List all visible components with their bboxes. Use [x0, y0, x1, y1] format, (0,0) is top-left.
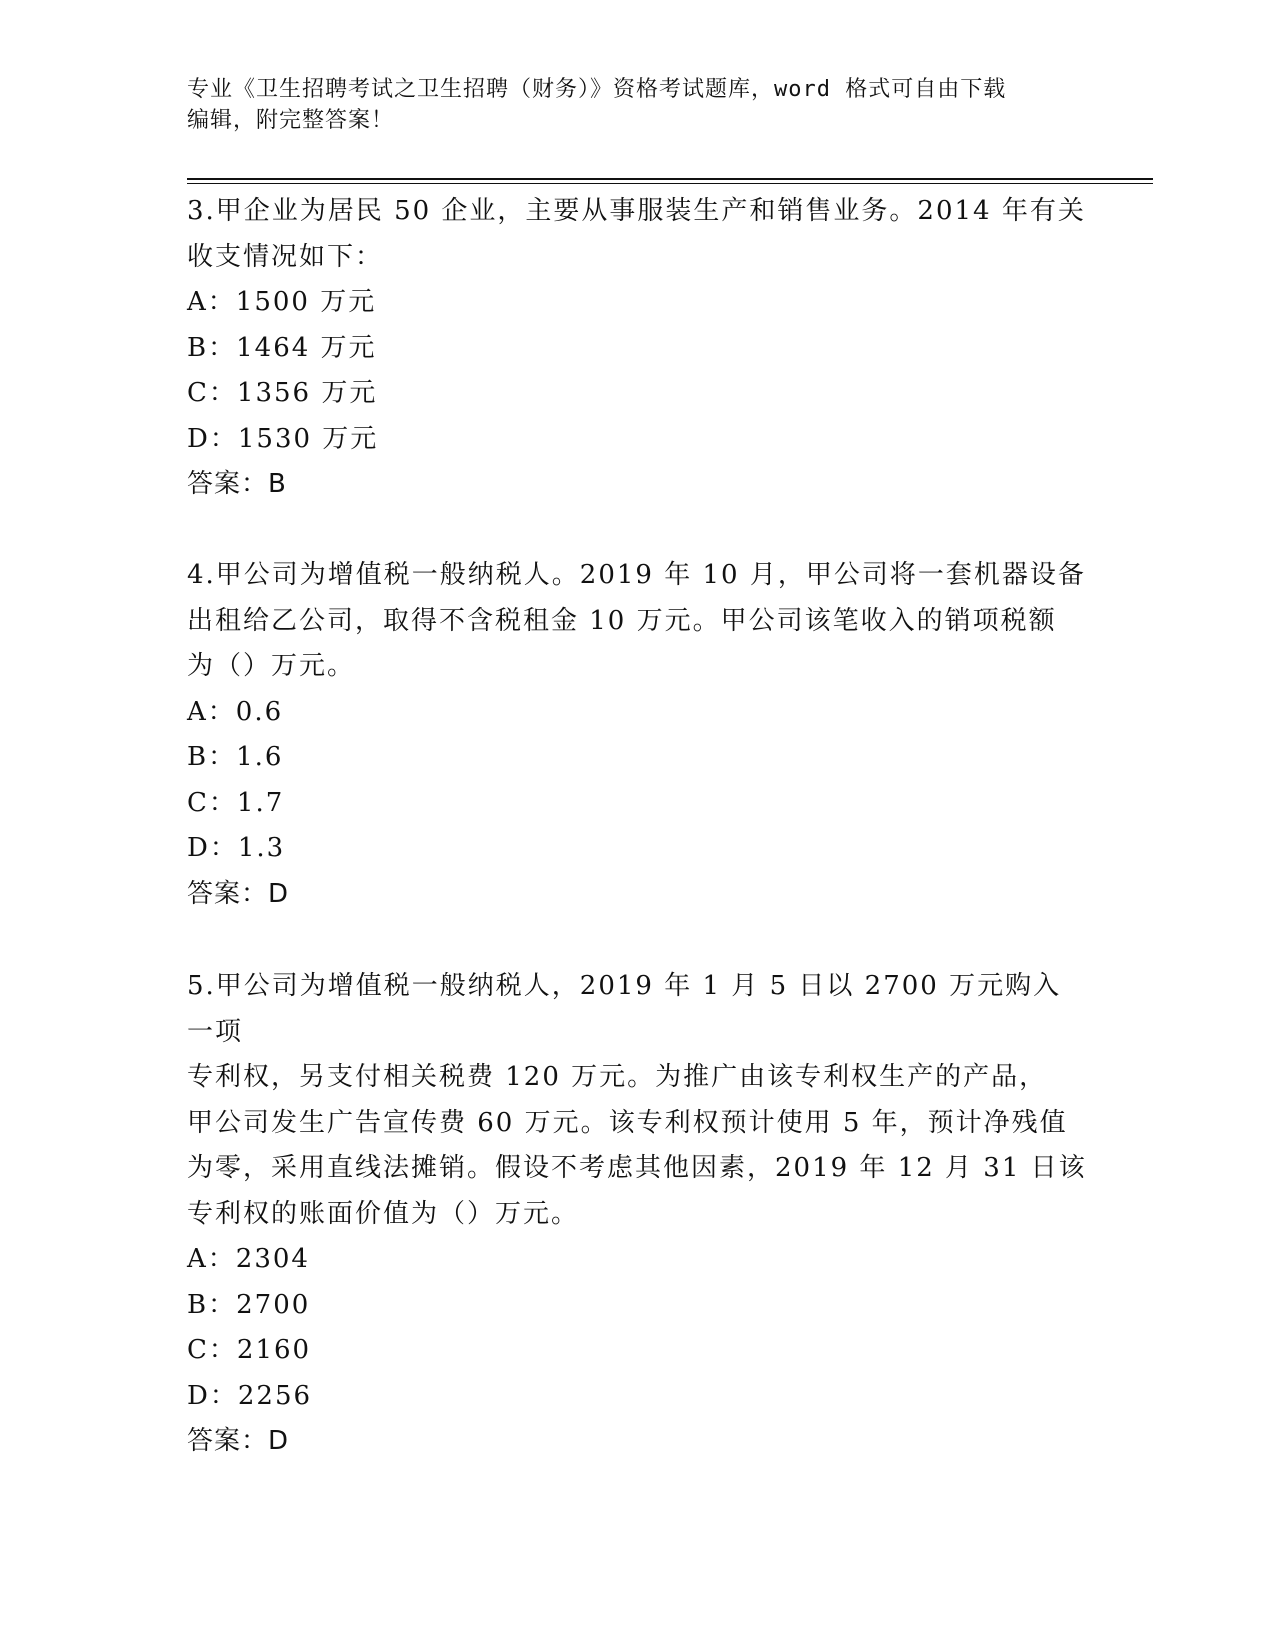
option-b: [187, 735, 1087, 781]
option-label: C：: [187, 1335, 237, 1365]
option-label: B：: [187, 742, 237, 772]
header-divider-thin: [187, 183, 1153, 184]
option-text: 2700: [236, 1289, 311, 1320]
option-label: A：: [187, 287, 236, 317]
answer: 答案：B: [187, 469, 287, 499]
option-d: [187, 417, 1087, 463]
question-3: [187, 189, 1087, 507]
option-text: 1.3: [237, 833, 286, 863]
question-line: 专利权，另支付相关税费 120 万元。为推广由该专利权生产的产品，: [187, 1062, 1048, 1092]
option-text: 1464 万元: [236, 332, 377, 363]
option-b: [187, 1283, 1087, 1329]
question-4: [187, 553, 1087, 917]
option-a: [187, 690, 1087, 736]
option-label: A：: [187, 696, 236, 727]
question-line: 3.甲企业为居民 50 企业，主要从事服装生产和销售业务。2014 年有关: [187, 196, 1086, 226]
option-label: C：: [187, 378, 237, 408]
option-text: 0.6: [235, 696, 284, 727]
option-a: [187, 1237, 1087, 1283]
question-line: 出租给乙公司，取得不含税租金 10 万元。甲公司该笔收入的销项税额: [187, 605, 1057, 636]
option-label: B：: [187, 1289, 237, 1320]
option-label: D：: [187, 423, 238, 454]
option-c: [187, 781, 1087, 827]
question-line: 甲公司发生广告宣传费 60 万元。该专利权预计使用 5 年，预计净残值: [187, 1107, 1068, 1138]
option-text: 2160: [236, 1335, 312, 1365]
answer: 答案：D: [187, 878, 290, 909]
option-text: 1.6: [236, 742, 284, 772]
answer: 答案：D: [187, 1426, 290, 1456]
header-line-1: 专业《卫生招聘考试之卫生招聘（财务）》资格考试题库，word 格式可自由下载: [187, 77, 1007, 102]
option-label: A：: [187, 1244, 236, 1274]
option-text: 1356 万元: [236, 378, 378, 408]
question-5: [187, 964, 1087, 1464]
option-label: D：: [187, 833, 238, 863]
question-line: 专利权的账面价值为（）万元。: [187, 1198, 580, 1229]
option-text: 1530 万元: [237, 423, 379, 454]
header-divider-thick: [187, 178, 1153, 180]
option-text: 2256: [237, 1380, 313, 1411]
question-line: 为（）万元。: [187, 651, 356, 681]
option-d: [187, 1374, 1087, 1420]
option-a: [187, 280, 1087, 326]
option-label: D：: [187, 1380, 238, 1411]
option-text: 2304: [235, 1244, 310, 1274]
option-c: [187, 371, 1087, 417]
option-c: [187, 1328, 1087, 1374]
option-label: C：: [187, 787, 237, 818]
header-line-2: 编辑，附完整答案！: [187, 108, 395, 133]
question-line: 收支情况如下：: [187, 241, 384, 272]
question-line: 5.甲公司为增值税一般纳税人，2019 年 1 月 5 日以 2700 万元购入一项: [187, 971, 1062, 1047]
option-label: B：: [187, 332, 237, 363]
option-b: [187, 326, 1087, 372]
document-header: [187, 74, 1087, 136]
question-line: 为零，采用直线法摊销。假设不考虑其他因素，2019 年 12 月 31 日该: [187, 1153, 1087, 1183]
option-text: 1.7: [236, 787, 285, 818]
question-line: 4.甲公司为增值税一般纳税人。2019 年 10 月，甲公司将一套机器设备: [187, 560, 1086, 590]
option-d: [187, 826, 1087, 872]
option-text: 1500 万元: [235, 287, 377, 317]
